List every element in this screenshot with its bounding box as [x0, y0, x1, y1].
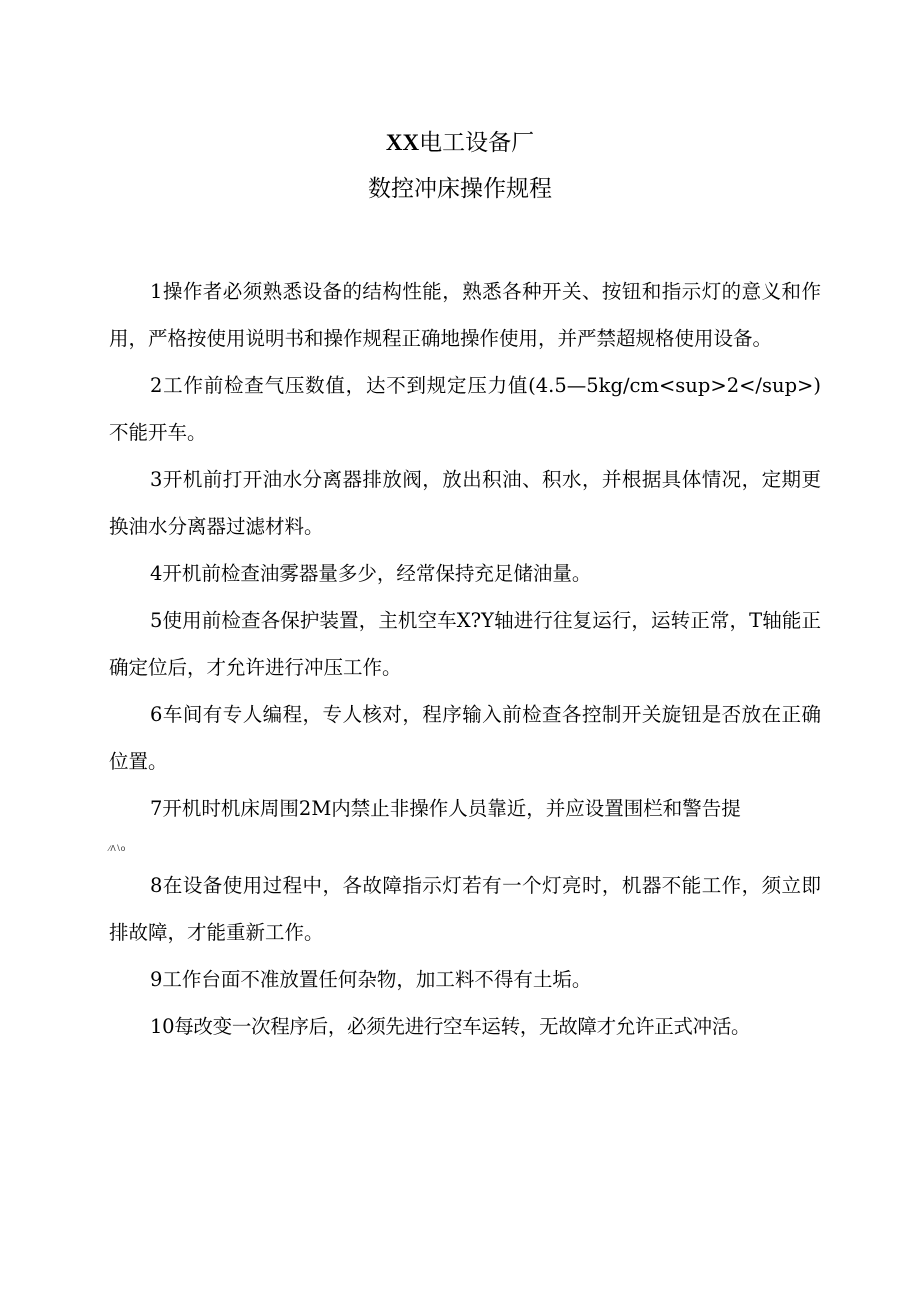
title-block — [0, 126, 920, 206]
procedure-item-6: 6车间有专人编程，专人核对，程序输入前检查各控制开关旋钮是否放在正确位置。 — [109, 703, 821, 773]
procedure-item-2: 2工作前检查气压数值，达不到规定压力值(4.5—5kg∕cm<sup>2</sup>)不能开车。 — [109, 374, 821, 444]
company-name: 电工设备厂 — [419, 130, 535, 156]
procedure-item-7: 7开机时机床周围2M内禁止非操作人员靠近，并应设置围栏和警告提 — [150, 797, 741, 820]
procedure-item-9: 9工作台面不准放置任何杂物，加工料不得有土垢。 — [150, 968, 592, 991]
procedure-item-10: 10每改变一次程序后，必须先进行空车运转，无故障才允许正式冲活。 — [150, 1015, 751, 1038]
procedure-list — [109, 268, 821, 1050]
company-title — [0, 126, 920, 160]
document-title: 数控冲床操作规程 — [368, 176, 552, 202]
company-prefix: XX — [385, 130, 420, 155]
stray-mark: ∕Λ∖o — [109, 844, 126, 853]
procedure-item-1: 1操作者必须熟悉设备的结构性能，熟悉各种开关、按钮和指示灯的意义和作用，严格按使用说明书和操作规程正确地操作使用，并严禁超规格使用设备。 — [109, 280, 821, 350]
procedure-item-4: 4开机前检查油雾器量多少，经常保持充足储油量。 — [150, 562, 592, 585]
procedure-item-5: 5使用前检查各保护装置，主机空车X?Y轴进行往复运行，运转正常，T轴能正确定位后，才允许进行冲压工作。 — [109, 609, 821, 679]
procedure-item-8: 8在设备使用过程中，各故障指示灯若有一个灯亮时，机器不能工作，须立即排故障，才能重新工作。 — [109, 874, 821, 944]
procedure-item-3: 3开机前打开油水分离器排放阀，放出积油、积水，并根据具体情况，定期更换油水分离器过滤材料。 — [109, 468, 821, 538]
